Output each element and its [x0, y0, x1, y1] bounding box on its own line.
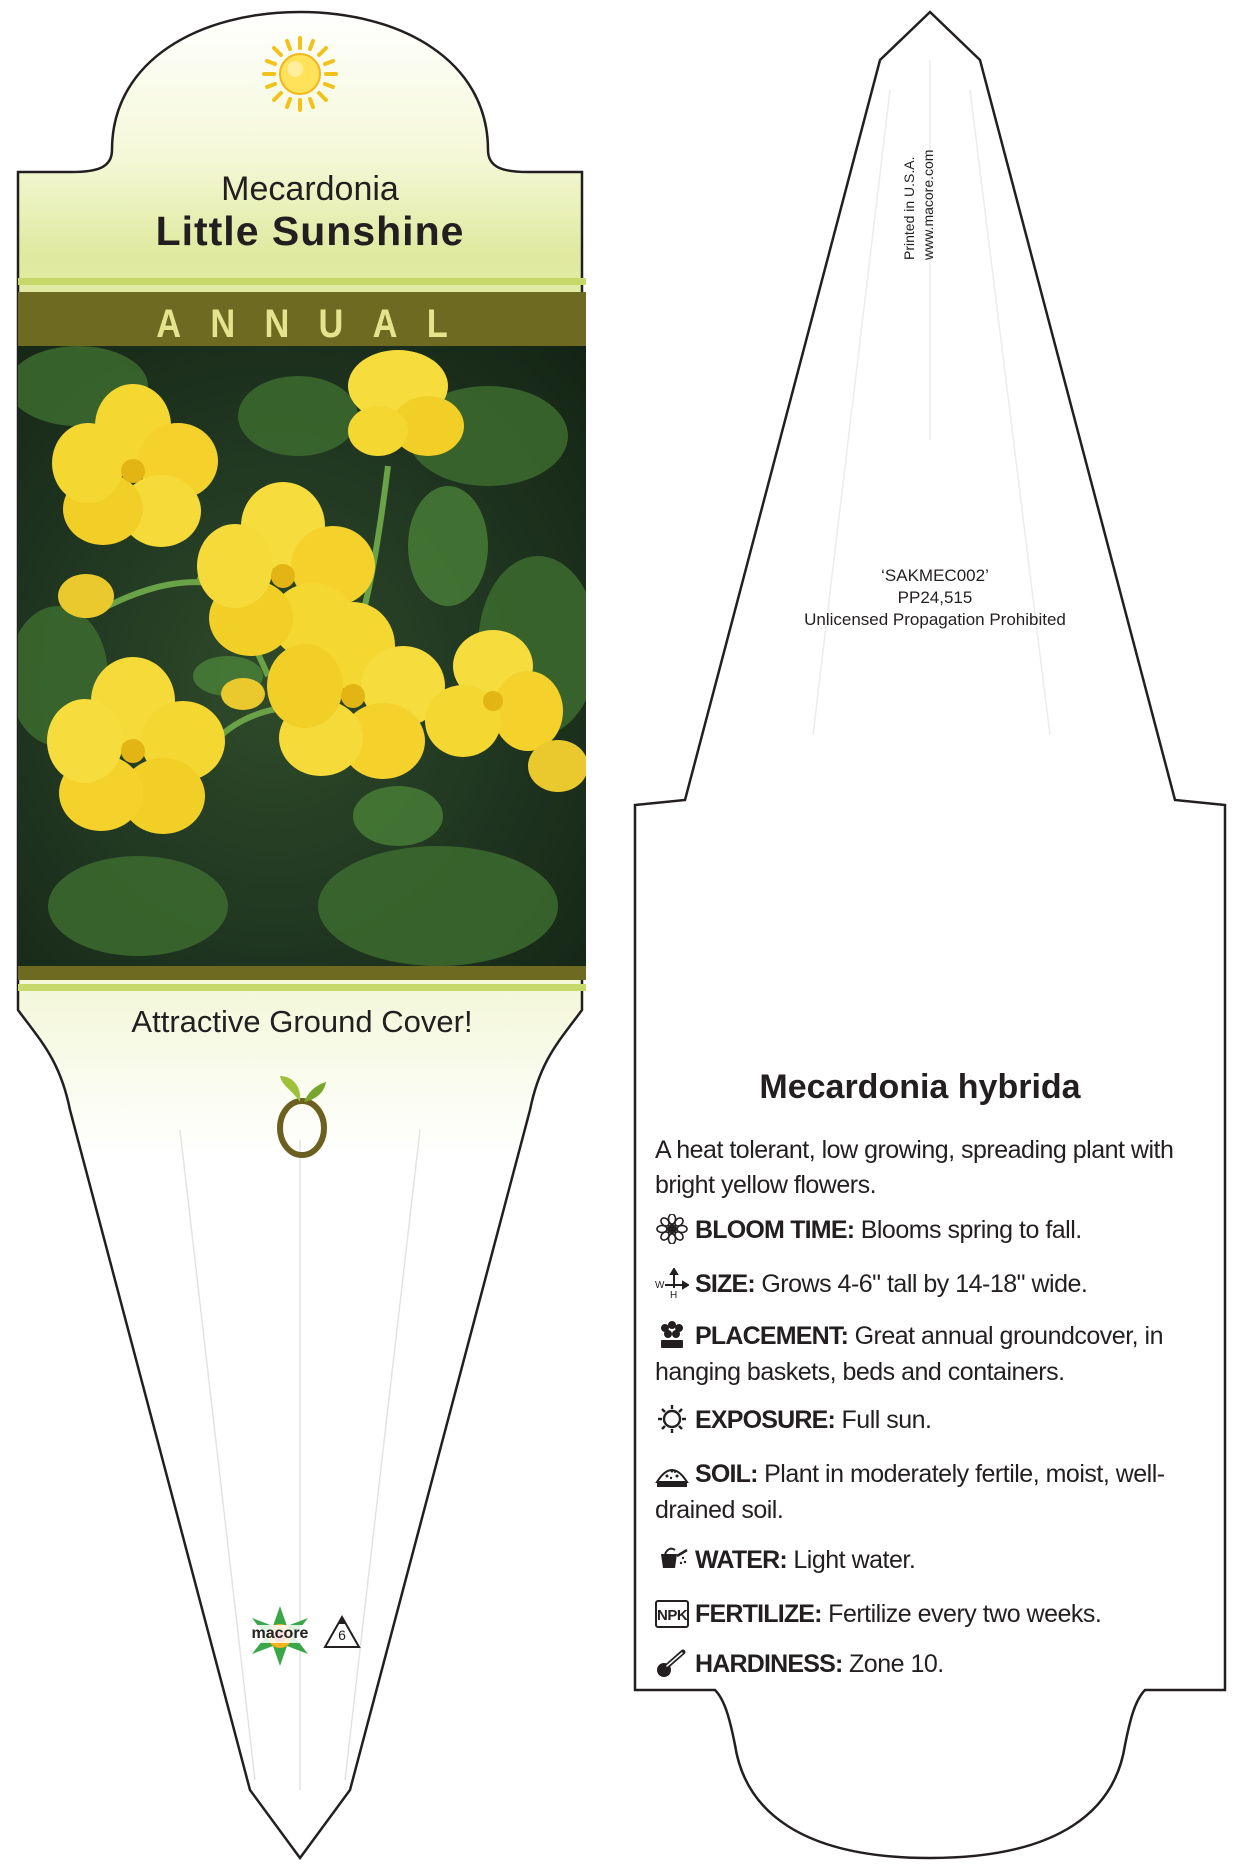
soil-icon [655, 1458, 689, 1488]
placement-text: Great annual groundcover, in hanging baskets, beds and containers. [655, 1322, 1163, 1386]
bloom-icon [655, 1214, 689, 1244]
fertilize-text: Fertilize every two weeks. [828, 1600, 1102, 1628]
macore-brand: macore [246, 1625, 314, 1643]
info-placement [655, 1318, 1195, 1390]
printed-info [900, 120, 940, 260]
flower-photo [18, 346, 586, 966]
info-exposure [655, 1402, 1195, 1438]
soil-text: Plant in moderately fertile, moist, well-drained soil. [655, 1460, 1165, 1524]
sun-icon [262, 36, 338, 112]
tagline: Attractive Ground Cover! [131, 1004, 473, 1039]
category-label: ANNUAL [156, 302, 477, 346]
exposure-icon [655, 1404, 689, 1434]
water-label: WATER: [695, 1546, 787, 1574]
bloom-time-label: BLOOM TIME: [695, 1216, 855, 1244]
botanical-name: Mecardonia hybrida [759, 1068, 1081, 1106]
info-bloom-time [655, 1212, 1195, 1248]
propagation-notice: Unlicensed Propagation Prohibited [804, 610, 1066, 629]
printed-country: Printed in U.S.A. [901, 156, 917, 260]
size-icon [655, 1268, 689, 1298]
seed-logo-icon [270, 1068, 334, 1158]
size-icon-w: W [655, 1280, 664, 1291]
exposure-text: Full sun. [841, 1406, 932, 1434]
plant-genus: Mecardonia [221, 170, 399, 208]
patent-number: PP24,515 [897, 588, 973, 607]
water-icon [655, 1544, 689, 1574]
size-text: Grows 4-6" tall by 14-18" wide. [761, 1270, 1088, 1298]
fertilize-label: FERTILIZE: [695, 1600, 822, 1628]
recycle-code: 6 [338, 1627, 346, 1643]
exposure-label: EXPOSURE: [695, 1406, 836, 1434]
placement-icon [655, 1320, 689, 1350]
top-band-light [18, 278, 586, 285]
plant-variety: Little Sunshine [155, 208, 465, 254]
cultivar-code: ‘SAKMEC002’ [881, 566, 989, 585]
size-icon-h: H [670, 1290, 677, 1298]
info-soil [655, 1456, 1195, 1528]
hardiness-text: Zone 10. [849, 1650, 944, 1678]
placement-label: PLACEMENT: [695, 1322, 849, 1350]
hardiness-label: HARDINESS: [695, 1650, 843, 1678]
soil-label: SOIL: [695, 1460, 758, 1488]
bloom-time-text: Blooms spring to fall. [860, 1216, 1082, 1244]
info-hardiness [655, 1646, 1195, 1682]
photo-bottom-band [18, 966, 586, 980]
thermometer-icon [655, 1648, 689, 1678]
bottom-band-light [18, 984, 586, 991]
info-fertilize [655, 1596, 1195, 1632]
size-label: SIZE: [695, 1270, 755, 1298]
printed-website: www.macore.com [920, 149, 936, 260]
npk-icon: NPK [655, 1600, 689, 1628]
water-text: Light water. [793, 1546, 916, 1574]
flower-illustration [18, 346, 586, 966]
info-water [655, 1542, 1195, 1578]
info-size [655, 1266, 1195, 1302]
plant-description: A heat tolerant, low growing, spreading plant with bright yellow flowers. [655, 1136, 1174, 1199]
